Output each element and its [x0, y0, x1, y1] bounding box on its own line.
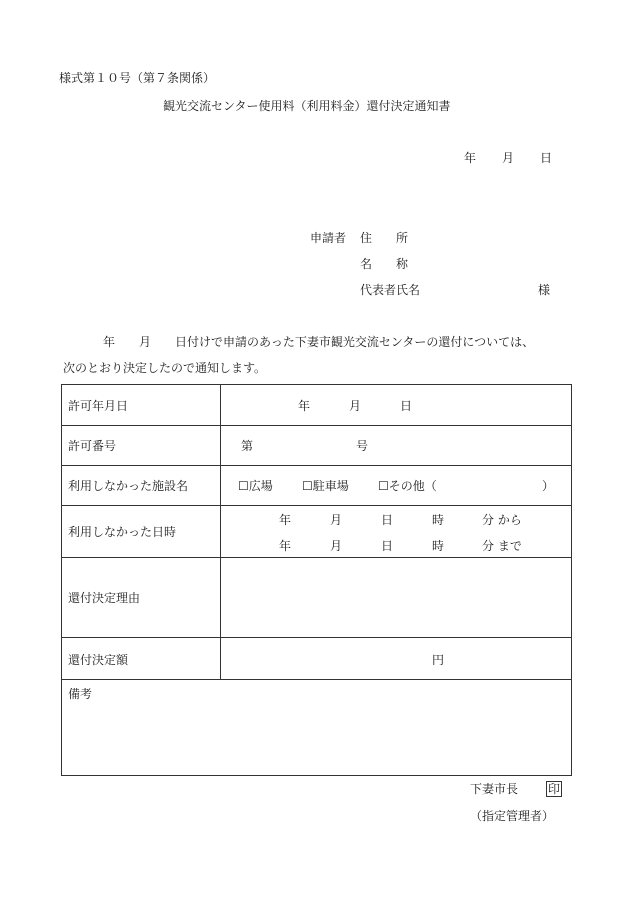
datetime-from-hour: 時 — [432, 513, 445, 527]
name-label: 名 称 — [360, 257, 409, 271]
honorific: 様 — [538, 283, 551, 297]
seal-icon: 印 — [548, 782, 561, 796]
amount-unit: 円 — [432, 653, 445, 667]
permit-number-label: 許可番号 — [68, 439, 117, 453]
seal-mark — [546, 781, 562, 797]
datetime-label: 利用しなかった日時 — [68, 525, 177, 539]
applicant-label: 申請者 — [310, 231, 347, 245]
facility-other-close-paren: ） — [542, 479, 555, 493]
datetime-to-hour: 時 — [432, 539, 445, 553]
refund-table — [61, 384, 572, 776]
document-title: 観光交流センター使用料（利用料金）還付決定通知書 — [163, 99, 451, 113]
facility-option-plaza[interactable]: ☐広場 — [238, 479, 273, 493]
facility-option-parking[interactable]: ☐駐車場 — [302, 479, 349, 493]
row-divider — [62, 637, 571, 638]
date-year: 年 — [464, 151, 477, 165]
datetime-from-day: 日 — [381, 513, 394, 527]
date-month: 月 — [502, 151, 515, 165]
row-divider — [62, 679, 571, 680]
body-line-2: 次のとおり決定したので通知します。 — [63, 361, 267, 375]
datetime-from-month: 月 — [330, 513, 343, 527]
body-line-1: 年 月 日付けで申請のあった下妻市観光交流センターの還付については、 — [103, 335, 535, 349]
permit-date-year: 年 — [298, 399, 311, 413]
permit-number-suffix: 号 — [356, 439, 369, 453]
row-divider — [62, 465, 571, 466]
row-divider — [62, 425, 571, 426]
datetime-to-day: 日 — [381, 539, 394, 553]
designated-manager: （指定管理者） — [470, 809, 555, 823]
datetime-from-year: 年 — [279, 513, 292, 527]
column-divider — [220, 385, 221, 679]
amount-label: 還付決定額 — [68, 653, 129, 667]
row-divider — [62, 557, 571, 558]
signer-title: 下妻市長 — [470, 782, 519, 796]
datetime-to-suffix: 分 まで — [482, 539, 522, 553]
representative-label: 代表者氏名 — [360, 283, 421, 297]
facility-label: 利用しなかった施設名 — [68, 479, 189, 493]
datetime-from-suffix: 分 から — [482, 513, 522, 527]
row-divider — [62, 505, 571, 506]
permit-date-month: 月 — [349, 399, 362, 413]
datetime-to-month: 月 — [330, 539, 343, 553]
remarks-label: 備考 — [68, 687, 93, 701]
permit-number-prefix: 第 — [241, 439, 254, 453]
date-day: 日 — [540, 151, 553, 165]
facility-option-other[interactable]: ☐その他（ — [378, 479, 437, 493]
datetime-to-year: 年 — [279, 539, 292, 553]
reason-label: 還付決定理由 — [68, 591, 141, 605]
form-number: 様式第１０号（第７条関係） — [59, 71, 216, 85]
permit-date-label: 許可年月日 — [68, 399, 129, 413]
permit-date-day: 日 — [400, 399, 413, 413]
address-label: 住 所 — [360, 231, 409, 245]
